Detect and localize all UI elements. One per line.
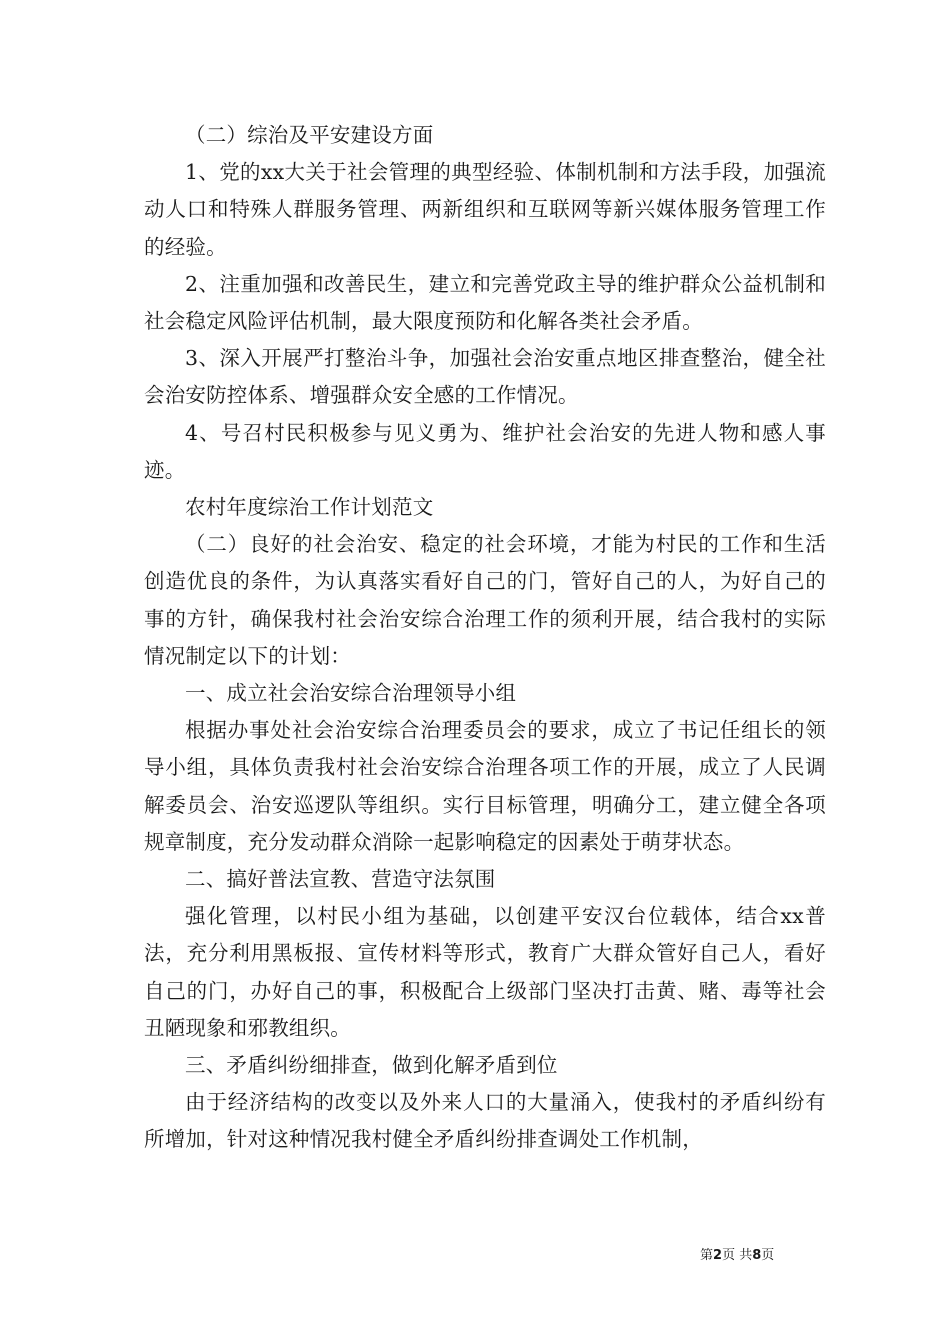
document-title: 农村年度综治工作计划范文 (185, 495, 434, 520)
footer-current-page: 2 (713, 1248, 723, 1263)
section-heading: 一、成立社会治安综合治理领导小组 (185, 681, 517, 706)
footer-prefix: 第 (700, 1248, 714, 1263)
paragraph: 由于经济结构的改变以及外来人口的大量涌入，使我村的矛盾纠纷有所增加，针对这种情况我村健全矛盾纠纷排查调处工作机制， (144, 1090, 826, 1152)
paragraph: 强化管理，以村民小组为基础，以创建平安汉台位载体，结合xx普法，充分利用黑板报、宣传材料等形式，教育广大群众管好自己人，看好自己的门，办好自己的事，积极配合上级部门坚决打击黄、赌、毒等社会丑陋现象和邪教组织。 (144, 904, 826, 1040)
paragraph: 4、号召村民积极参与见义勇为、维护社会治安的先进人物和感人事迹。 (144, 420, 826, 482)
document-body (144, 117, 826, 1159)
paragraph: 3、深入开展严打整治斗争，加强社会治安重点地区排查整治，健全社会治安防控体系、增强群众安全感的工作情况。 (144, 346, 826, 408)
page-footer (700, 1247, 774, 1265)
footer-middle: 页 共 (722, 1248, 753, 1263)
paragraph: 1、党的xx大关于社会管理的典型经验、体制机制和方法手段，加强流动人口和特殊人群服务管理、两新组织和互联网等新兴媒体服务管理工作的经验。 (144, 160, 826, 259)
paragraph: （二）良好的社会治安、稳定的社会环境，才能为村民的工作和生活创造优良的条件，为认真落实看好自己的门，管好自己的人，为好自己的事的方针，确保我村社会治安综合治理工作的须利开展，结合我村的实际情况制定以下的计划： (144, 532, 826, 668)
footer-total-pages: 8 (752, 1248, 762, 1263)
paragraph: 2、注重加强和改善民生，建立和完善党政主导的维护群众公益机制和社会稳定风险评估机制，最大限度预防和化解各类社会矛盾。 (144, 271, 826, 334)
footer-suffix: 页 (761, 1248, 775, 1263)
section-heading: （二）综治及平安建设方面 (185, 123, 434, 147)
section-heading: 三、矛盾纠纷细排查，做到化解矛盾到位 (185, 1053, 558, 1078)
paragraph: 根据办事处社会治安综合治理委员会的要求，成立了书记任组长的领导小组，具体负责我村社会治安综合治理各项工作的开展，成立了人民调解委员会、治安巡逻队等组织。实行目标管理，明确分工，建立健全各项规章制度，充分发动群众消除一起影响稳定的因素处于萌芽状态。 (144, 718, 826, 854)
section-heading: 二、搞好普法宣教、营造守法氛围 (185, 867, 496, 892)
